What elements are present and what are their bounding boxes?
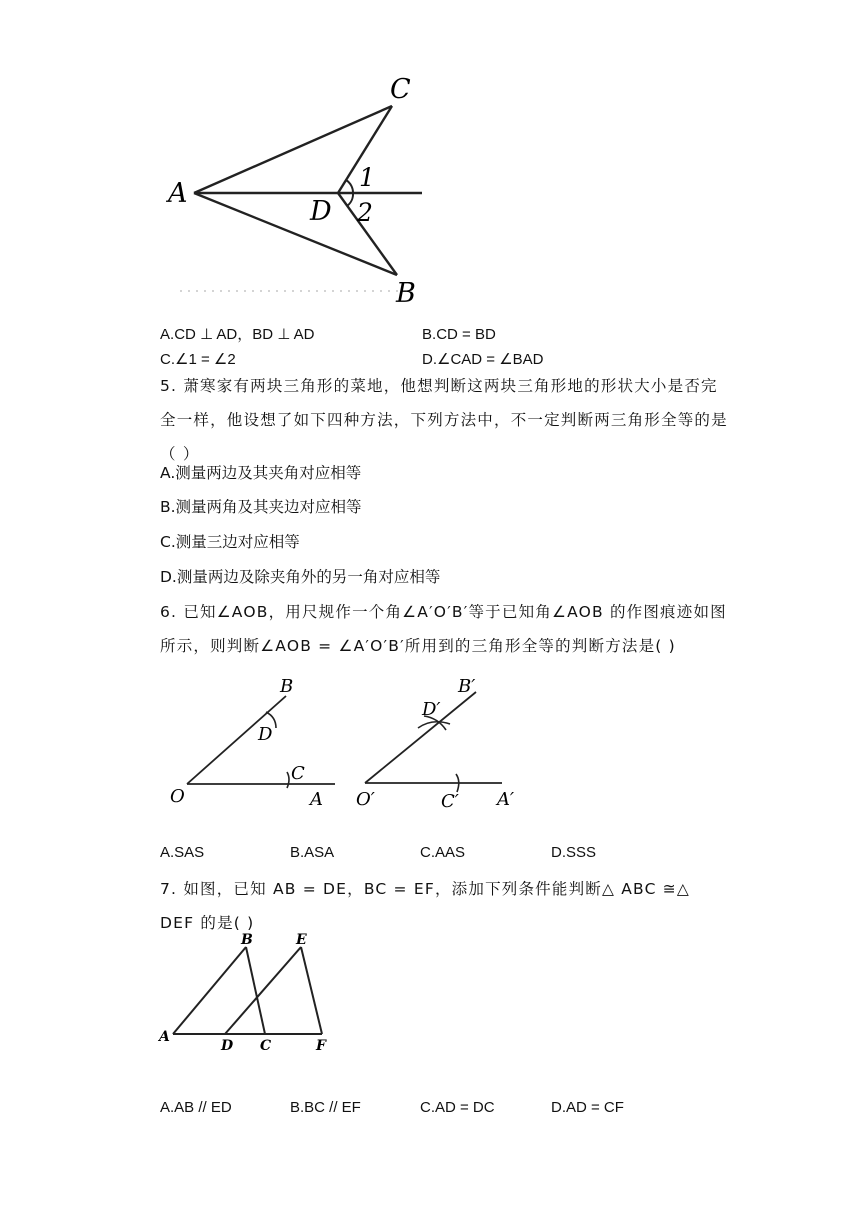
q6-option-d: D.SSS: [551, 844, 597, 861]
q4-option-d: D.∠CAD = ∠BAD: [422, 351, 544, 368]
q5-option-c: C.测量三边对应相等: [160, 533, 300, 551]
q7-triangle-def: [225, 947, 322, 1034]
q6-left-label-o: O: [170, 786, 185, 807]
q6-left-label-d: D: [258, 724, 273, 745]
q7-figure: [155, 930, 345, 1060]
q6-original-angle: [170, 676, 335, 810]
q4-label-2: 2: [357, 198, 373, 227]
q5-question-text: 5. 萧寒家有两块三角形的菜地，他想判断这两块三角形地的形状大小是否完全一样，他设想了如下四种方法，下列方法中，不一定判断两三角形全等的是（ ）: [160, 377, 728, 463]
q7-option-a: A.AB // ED: [160, 1099, 232, 1116]
q6-option-b: B.ASA: [290, 844, 335, 861]
q6-figure: [160, 668, 540, 818]
q6-left-label-c: C: [291, 763, 305, 784]
q4-option-b: B.CD = BD: [422, 326, 496, 343]
q6-right-label-b: B′: [458, 676, 476, 697]
q6-arc-c: [287, 772, 289, 788]
q6-option-a: A.SAS: [160, 844, 205, 861]
q4-label-1: 1: [359, 163, 375, 192]
q4-angle-arc-1: [346, 180, 353, 193]
q7-label-e: E: [296, 932, 307, 948]
q7-question-text: 7. 如图，已知 AB = DE，BC = EF，添加下列条件能判断△ ABC ≅△ DEF 的是( ): [160, 880, 691, 932]
q6-right-label-c: C′: [441, 791, 459, 812]
q7-label-c: C: [260, 1038, 272, 1054]
q7-label-d: D: [221, 1038, 234, 1054]
q4-option-a: A.CD ⊥ AD，BD ⊥ AD: [160, 326, 315, 343]
q4-label-d: D: [310, 196, 332, 227]
q5-option-a: A.测量两边及其夹角对应相等: [160, 464, 362, 482]
q4-label-c: C: [390, 74, 411, 105]
q6-right-label-a: A′: [497, 789, 515, 810]
q5-option-b: B.测量两角及其夹边对应相等: [160, 498, 362, 516]
q6-constructed-angle: [356, 676, 514, 812]
q5-option-d: D.测量两边及除夹角外的另一角对应相等: [160, 568, 441, 586]
q7-option-b: B.BC // EF: [290, 1099, 361, 1116]
q7-label-b: B: [241, 932, 253, 948]
q7-label-f: F: [316, 1038, 326, 1054]
q6-right-label-d: D′: [422, 699, 441, 720]
q4-option-c: C.∠1 = ∠2: [160, 351, 236, 368]
q6-question-text: 6. 已知∠AOB，用尺规作一个角∠A′O′B′等于已知角∠AOB 的作图痕迹如图所示，则判断∠AOB = ∠A′O′B′所用到的三角形全等的判断方法是( ): [160, 603, 727, 655]
q6-left-label-a: A: [310, 789, 323, 810]
q6-left-label-b: B: [280, 676, 294, 697]
q4-angle-arc-2: [347, 193, 353, 206]
q6-option-c: C.AAS: [420, 844, 466, 861]
q6-right-label-o: O′: [356, 789, 375, 810]
q7-option-d: D.AD = CF: [551, 1099, 624, 1116]
q4-label-a: A: [168, 178, 188, 209]
q4-label-b: B: [396, 278, 416, 309]
q7-triangle-abc: [173, 947, 265, 1034]
q4-figure: [160, 70, 440, 310]
q7-label-a: A: [159, 1029, 170, 1045]
q7-option-c: C.AD = DC: [420, 1099, 495, 1116]
